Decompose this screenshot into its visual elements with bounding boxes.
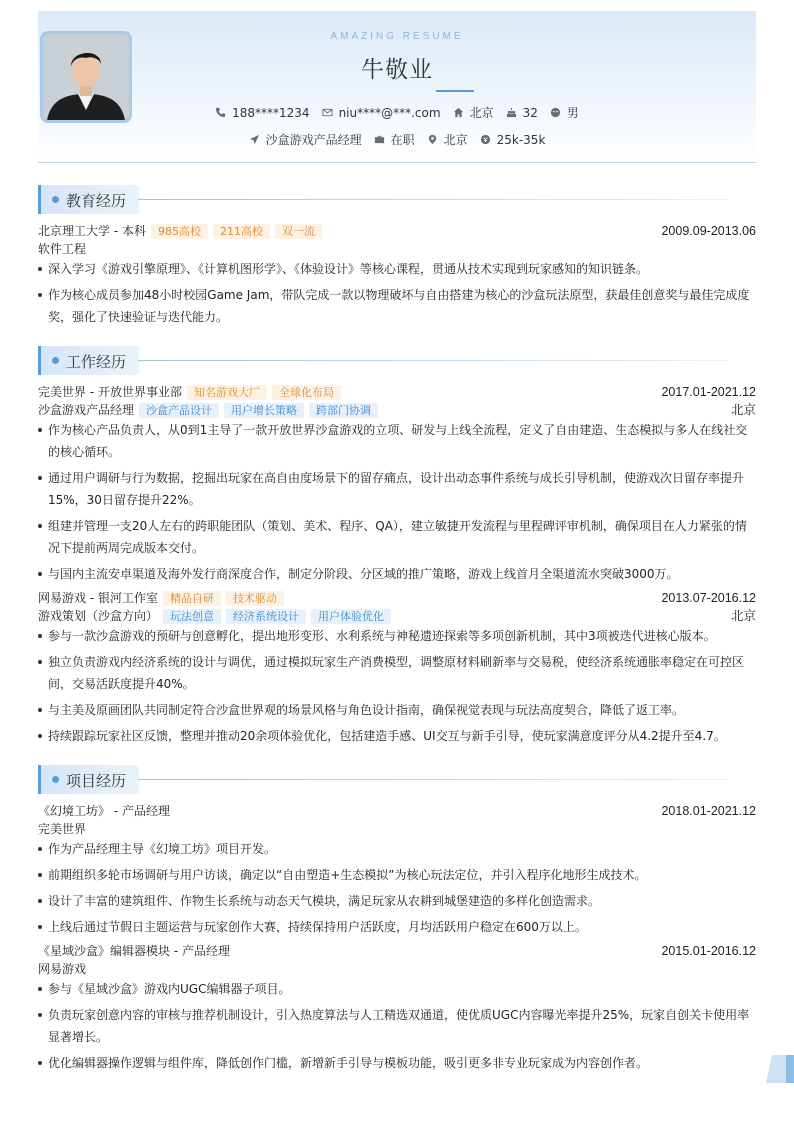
project-title: 《幻境工坊》 - 产品经理 bbox=[38, 804, 170, 818]
section-dot-icon bbox=[52, 776, 59, 783]
phone-icon bbox=[215, 107, 226, 118]
contact-email bbox=[322, 106, 441, 120]
role-tag: 用户体验优化 bbox=[311, 609, 391, 624]
home-icon bbox=[453, 107, 464, 118]
company-tag: 知名游戏大厂 bbox=[187, 385, 267, 400]
list-item: 持续跟踪玩家社区反馈，整理并推动20余项体验优化，包括建造手感、UI交互与新手引导，使玩家满意度评分从4.2提升至4.7。 bbox=[38, 725, 756, 747]
section-title-text: 教育经历 bbox=[66, 192, 127, 210]
work-city: 北京 bbox=[730, 609, 756, 623]
list-item: 组建并管理一支20人左右的跨职能团队（策划、美术、程序、QA），建立敏捷开发流程与里程碑评审机制，确保项目在人力紧张的情况下提前两周完成版本交付。 bbox=[38, 515, 756, 559]
gender-icon bbox=[550, 107, 561, 118]
section-title-work bbox=[38, 346, 756, 375]
education-entry bbox=[38, 222, 756, 332]
project-entry bbox=[38, 942, 756, 1078]
email-text: niu****@***.com bbox=[338, 105, 441, 120]
list-item: 作为核心产品负责人，从0到1主导了一款开放世界沙盒游戏的立项、研发与上线全流程，定义了自由建造、生态模拟与多人在线社交的核心循环。 bbox=[38, 419, 756, 463]
role-tag: 用户增长策略 bbox=[224, 403, 304, 418]
list-item: 参与一款沙盒游戏的预研与创意孵化，提出地形变形、水利系统与神秘遗迹探索等多项创新机制，其中3项被迭代进核心版本。 bbox=[38, 625, 756, 647]
work-bullets bbox=[38, 419, 756, 585]
list-item: 与国内主流安卓渠道及海外发行商深度合作，制定分阶段、分区域的推广策略，游戏上线首月全渠道流水突破3000万。 bbox=[38, 563, 756, 585]
job-salary bbox=[480, 133, 546, 147]
project-org: 完美世界 bbox=[38, 822, 87, 836]
phone-text: 188****1234 bbox=[232, 105, 310, 120]
work-bullets bbox=[38, 625, 756, 747]
contact-age bbox=[506, 106, 538, 120]
section-rule bbox=[138, 199, 728, 200]
role-name: 游戏策划（沙盒方向） bbox=[38, 609, 159, 623]
project-date: 2018.01-2021.12 bbox=[661, 804, 756, 818]
company-name: 网易游戏 - 银河工作室 bbox=[38, 591, 158, 605]
contact-home bbox=[453, 104, 494, 121]
gender-text: 男 bbox=[566, 106, 579, 120]
list-item: 深入学习《游戏引擎原理》、《计算机图形学》、《体验设计》等核心课程，贯通从技术实现到玩家感知的知识链条。 bbox=[38, 258, 756, 280]
project-entry bbox=[38, 802, 756, 942]
work-date: 2013.07-2016.12 bbox=[661, 591, 756, 605]
company-tag: 技术驱动 bbox=[226, 591, 284, 606]
mail-icon bbox=[322, 107, 333, 118]
job-target bbox=[249, 131, 362, 148]
list-item: 负责玩家创意内容的审核与推荐机制设计，引入热度算法与人工精选双通道，使优质UGC内容曝光率提升25%，玩家自创关卡使用率显著增长。 bbox=[38, 1004, 756, 1048]
work-date: 2017.01-2021.12 bbox=[661, 385, 756, 399]
role-tag: 玩法创意 bbox=[163, 609, 221, 624]
role-name: 沙盒游戏产品经理 bbox=[38, 403, 135, 417]
section-title-text: 项目经历 bbox=[66, 772, 127, 790]
list-item: 独立负责游戏内经济系统的设计与调优，通过模拟玩家生产消费模型，调整原材料刷新率与交易税，使经济系统通胀率稳定在可控区间，交易活跃度提升40%。 bbox=[38, 651, 756, 695]
job-salary-text: 25k-35k bbox=[496, 132, 546, 147]
project-org: 网易游戏 bbox=[38, 962, 87, 976]
project-bullets bbox=[38, 978, 756, 1074]
list-item: 优化编辑器操作逻辑与组件库，降低创作门槛，新增新手引导与模板功能，吸引更多非专业玩家成为内容创作者。 bbox=[38, 1052, 756, 1074]
school-tag: 双一流 bbox=[275, 224, 322, 239]
education-date: 2009.09-2013.06 bbox=[661, 224, 756, 238]
section-rule bbox=[138, 360, 728, 361]
role-tag: 沙盒产品设计 bbox=[139, 403, 219, 418]
section-rule bbox=[138, 779, 728, 780]
school-name: 北京理工大学 - 本科 bbox=[38, 224, 146, 238]
briefcase-icon bbox=[374, 134, 385, 145]
job-target-text: 沙盒游戏产品经理 bbox=[265, 133, 362, 147]
contact-row-secondary bbox=[38, 131, 756, 148]
section-dot-icon bbox=[52, 357, 59, 364]
age-text: 32 bbox=[522, 105, 538, 120]
corner-decoration-icon bbox=[766, 1055, 794, 1083]
project-bullets bbox=[38, 838, 756, 938]
role-tag: 经济系统设计 bbox=[226, 609, 306, 624]
school-tag: 211高校 bbox=[213, 224, 270, 239]
section-title-text: 工作经历 bbox=[66, 353, 127, 371]
home-text: 北京 bbox=[469, 106, 494, 120]
section-dot-icon bbox=[52, 196, 59, 203]
location-icon bbox=[427, 134, 438, 145]
section-title-education bbox=[38, 185, 756, 214]
work-entry bbox=[38, 589, 756, 751]
name-underline bbox=[436, 90, 474, 92]
contact-phone bbox=[215, 106, 309, 120]
cake-icon bbox=[506, 107, 517, 118]
company-name: 完美世界 - 开放世界事业部 bbox=[38, 385, 182, 399]
contact-gender bbox=[550, 104, 579, 121]
list-item: 与主美及原画团队共同制定符合沙盒世界观的场景风格与角色设计指南，确保视觉表现与玩法高度契合，降低了返工率。 bbox=[38, 699, 756, 721]
list-item: 设计了丰富的建筑组件、作物生长系统与动态天气模块，满足玩家从农耕到城堡建造的多样化创造需求。 bbox=[38, 890, 756, 912]
resume-eyebrow: AMAZING RESUME bbox=[330, 31, 464, 42]
company-tag: 全球化布局 bbox=[272, 385, 341, 400]
section-title-projects bbox=[38, 765, 756, 794]
work-entry bbox=[38, 383, 756, 589]
candidate-name: 牛敬业 bbox=[361, 57, 433, 83]
list-item: 通过用户调研与行为数据，挖掘出玩家在高自由度场景下的留存痛点，设计出动态事件系统与成长引导机制，使游戏次日留存率提升15%，30日留存提升22%。 bbox=[38, 467, 756, 511]
contact-row-primary bbox=[38, 104, 756, 121]
project-date: 2015.01-2016.12 bbox=[661, 944, 756, 958]
job-status bbox=[374, 131, 415, 148]
education-bullets bbox=[38, 258, 756, 328]
project-title: 《星域沙盒》编辑器模块 - 产品经理 bbox=[38, 944, 230, 958]
send-icon bbox=[249, 134, 260, 145]
list-item: 作为核心成员参加48小时校园Game Jam，带队完成一款以物理破坏与自由搭建为核心的沙盒玩法原型，获最佳创意奖与最佳完成度奖，强化了快速验证与迭代能力。 bbox=[38, 284, 756, 328]
list-item: 作为产品经理主导《幻境工坊》项目开发。 bbox=[38, 838, 756, 860]
list-item: 上线后通过节假日主题运营与玩家创作大赛，持续保持用户活跃度，月均活跃用户稳定在600万以上。 bbox=[38, 916, 756, 938]
work-city: 北京 bbox=[730, 403, 756, 417]
job-status-text: 在职 bbox=[390, 133, 415, 147]
company-tag: 精品自研 bbox=[163, 591, 221, 606]
role-tag: 跨部门协调 bbox=[309, 403, 378, 418]
job-city bbox=[427, 131, 468, 148]
list-item: 前期组织多轮市场调研与用户访谈，确定以“自由塑造+生态模拟”为核心玩法定位，并引入程序化地形生成技术。 bbox=[38, 864, 756, 886]
major-name: 软件工程 bbox=[38, 242, 87, 256]
job-city-text: 北京 bbox=[443, 133, 468, 147]
resume-header bbox=[38, 11, 756, 163]
list-item: 参与《星域沙盒》游戏内UGC编辑器子项目。 bbox=[38, 978, 756, 1000]
salary-icon bbox=[480, 134, 491, 145]
school-tag: 985高校 bbox=[151, 224, 208, 239]
